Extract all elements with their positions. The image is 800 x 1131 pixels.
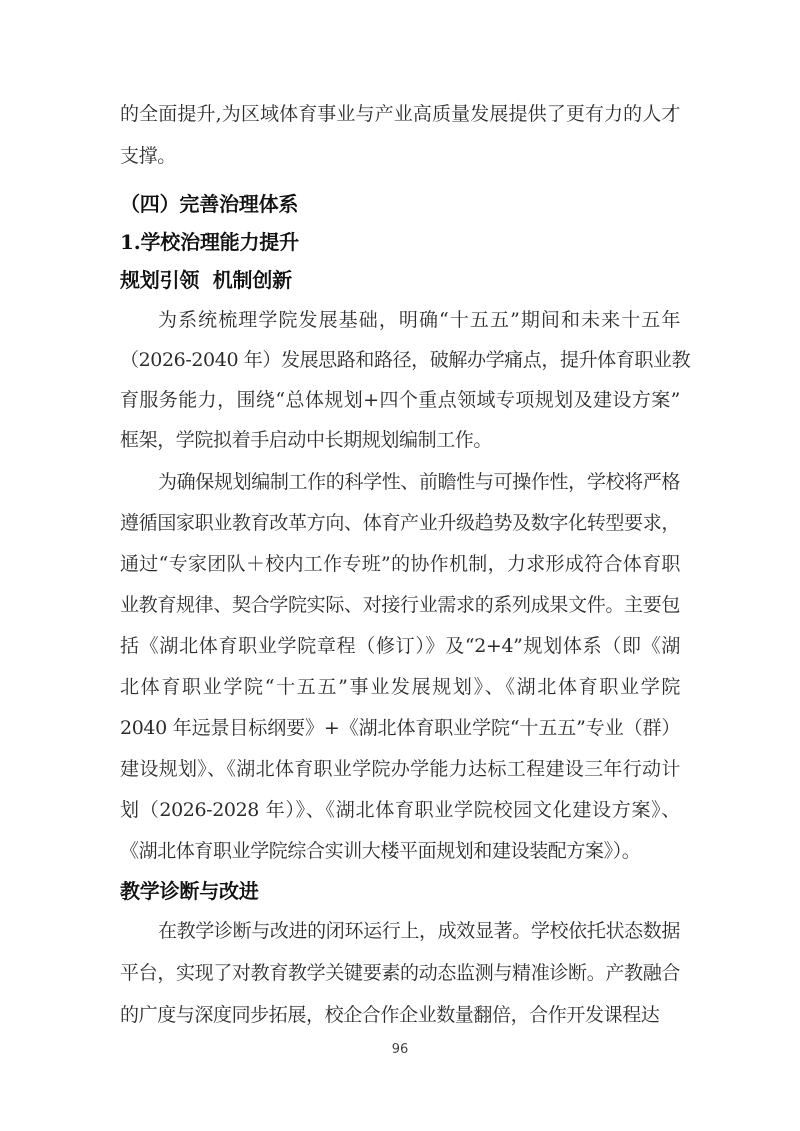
heading-planning-mechanism: 规划引领 机制创新 [120,268,292,292]
body-text-line: 业教育规律、契合学院实际、对接行业需求的系列成果文件。主要包 [120,594,680,616]
paragraph-continuation [120,93,680,177]
body-text-line: 为确保规划编制工作的科学性、前瞻性与可操作性，学校将严格 [158,471,680,493]
page-number: 96 [391,1042,409,1057]
body-text-line: 在教学诊断与改进的闭环运行上，成效显著。学校依托状态数据 [158,920,680,942]
body-text-line: （2026-2040 年）发展思路和路径，破解办学痛点，提升体育职业教 [120,349,691,371]
heading-teaching-diagnosis: 教学诊断与改进 [120,879,259,903]
body-text-line: 的全面提升,为区域体育事业与产业高质量发展提供了更有力的人才 [120,103,680,125]
page-content [120,93,691,1036]
body-text-line: 为系统梳理学院发展基础，明确“十五五”期间和未来十五年 [158,309,680,331]
heading-subsection-1: 1.学校治理能力提升 [120,230,299,254]
body-text-line: 北体育职业学院“十五五”事业发展规划》、《湖北体育职业学院 [120,676,680,698]
paragraph-planning-intro [120,300,691,460]
paragraph-teaching-diagnosis [120,910,680,1036]
body-text-line: 支撑。 [120,145,176,167]
paragraph-planning-documents [120,462,680,872]
body-text-line: 2040 年远景目标纲要》+《湖北体育职业学院“十五五”专业（群） [120,717,680,739]
body-text-line: 的广度与深度同步拓展，校企合作企业数量翻倍，合作开发课程达 [120,1004,660,1026]
body-text-line: 建设规划》、《湖北体育职业学院办学能力达标工程建设三年行动计 [120,758,680,780]
body-text-line: 遵循国家职业教育改革方向、体育产业升级趋势及数字化转型要求， [120,512,680,534]
body-text-line: 育服务能力，围绕“总体规划+四个重点领域专项规划及建设方案” [120,389,680,411]
body-text-line: 框架，学院拟着手启动中长期规划编制工作。 [120,429,493,451]
body-text-line: 括《湖北体育职业学院章程（修订）》及“2+4”规划体系（即《湖 [120,635,680,657]
body-text-line: 《湖北体育职业学院综合实训大楼平面规划和建设装配方案》）。 [120,840,641,862]
body-text-line: 通过“专家团队＋校内工作专班”的协作机制，力求形成符合体育职 [120,553,680,575]
body-text-line: 平台，实现了对教育教学关键要素的动态监测与精准诊断。产教融合 [120,962,680,984]
body-text-line: 划（2026-2028 年）》、《湖北体育职业学院校园文化建设方案》、 [120,799,680,821]
heading-section-four: （四）完善治理体系 [120,192,299,216]
